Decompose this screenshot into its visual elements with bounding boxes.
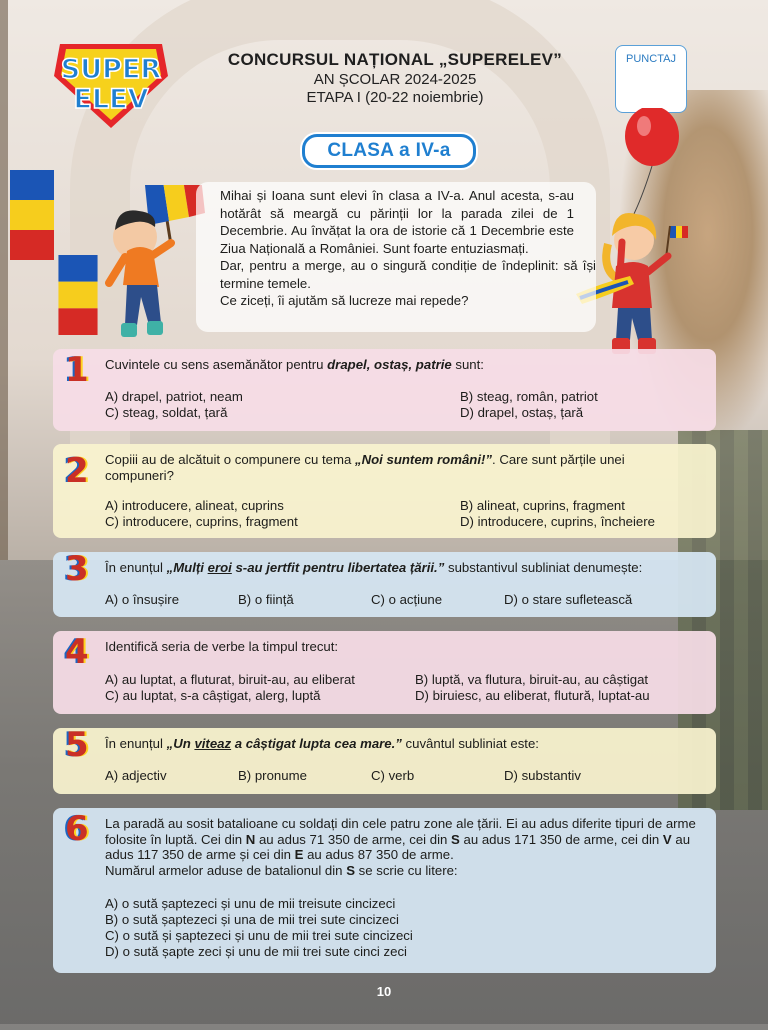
zone-n: N [245,831,256,847]
stem-emphasis: „Un [166,736,195,751]
underlined-word: viteaz [194,736,232,751]
question-number: 2 [65,451,89,491]
answer-option-b[interactable]: B) steag, român, patriot [460,389,598,404]
answer-option-c[interactable]: C) au luptat, s-a câștigat, alerg, luptă [105,688,321,703]
stem-emphasis-end: a câștigat lupta cea mare.” [231,736,402,751]
romanian-flag-background [10,170,54,260]
question-stem [105,816,702,878]
stem-text: La paradă au sosit batalioane cu soldați din cele patru zone ale țării. Ei au adus diferite tipuri de arme folosite în luptă. Cei din [105,816,696,847]
answer-option-a[interactable]: A) o însușire [105,592,180,607]
stem-emphasis: „Noi suntem români!” [354,452,492,467]
stem-text: Copiii au de alcătuit o compunere cu tema [105,452,355,467]
question-number: 6 [65,809,89,849]
zone-e: E [294,847,304,862]
stem-text: au adus 87 350 de arme. [303,847,454,862]
question-number: 5 [65,725,89,765]
question-stem [105,452,696,483]
superelev-logo [52,40,170,130]
answer-option-c[interactable]: C) o acțiune [371,592,443,607]
answer-option-b[interactable]: B) pronume [238,768,307,783]
class-badge: CLASA a IV-a [302,134,476,168]
logo-text-elev: ELEV [73,84,149,115]
question-3 [53,549,716,617]
logo-text-super: SUPER [60,54,162,85]
question-stem [105,560,698,576]
stem-text-end: cuvântul subliniat este: [401,736,539,751]
answer-option-a[interactable]: A) introducere, alineat, cuprins [105,498,284,513]
header [190,50,600,106]
question-stem [105,357,698,373]
answer-option-d[interactable]: D) o stare sufletească [504,592,633,607]
answer-option-b[interactable]: B) o sută șaptezeci și una de mii trei sute cincizeci [105,912,399,927]
romanian-flag-background-2 [58,255,98,335]
page-number: 10 [376,984,392,999]
stem-emphasis: „Mulți [166,560,208,575]
answer-option-d[interactable]: D) drapel, ostaș, țară [460,405,584,420]
question-number: 1 [65,350,89,390]
zone-s-question: S [346,862,355,878]
answer-option-c[interactable]: C) steag, soldat, țară [105,405,228,420]
question-stem: Identifică seria de verbe la timpul trecut: [105,639,339,654]
stem-text: În enunțul [105,736,167,751]
zone-s: S [451,831,460,847]
answer-option-a[interactable]: A) drapel, patriot, neam [105,389,243,404]
contest-title: CONCURSUL NAȚIONAL „SUPERELEV” [227,50,563,69]
answer-option-c[interactable]: C) verb [371,768,415,783]
question-2 [53,444,716,538]
answer-option-d[interactable]: D) introducere, cuprins, încheiere [460,514,655,529]
question-number: 4 [65,632,89,672]
answer-option-a[interactable]: A) adjectiv [105,768,167,783]
stem-text: au adus 117 350 de arme și cei din [105,831,691,862]
stem-question-end: se scrie cu litere: [354,862,458,878]
stem-text: Cuvintele cu sens asemănător pentru [105,357,328,372]
intro-paragraph-2: Dar, pentru a merge, au o singură condiție de îndeplinit: să își termine temele. [220,258,596,291]
stem-text: au adus 71 350 de arme, cei din [255,831,452,847]
stem-text-end: sunt: [451,357,484,372]
answer-option-b[interactable]: B) alineat, cuprins, fragment [460,498,625,513]
intro-paragraph-1: Mihai și Ioana sunt elevi în clasa a IV-a. Anul acesta, s-au hotărât să meargă cu părinții lor la parada zilei de 1 Decembrie. Au învățat la ora de istorie că 1 Decembrie este Ziua Națională a României. Sunt foarte entuziasmați. [220,188,574,256]
flag-pole [0,0,8,560]
question-6 [53,808,716,973]
answer-option-a[interactable]: A) au luptat, a fluturat, biruit-au, au eliberat [105,672,355,687]
question-4 [53,631,716,714]
answer-option-c[interactable]: C) introducere, cuprins, fragment [105,514,298,529]
score-label: PUNCTAJ [626,53,676,65]
intro-story [196,182,596,332]
stem-emphasis: drapel, ostaș, patrie [327,357,452,372]
underlined-word: eroi [207,560,232,575]
answer-option-d[interactable]: D) o sută șapte zeci și unu de mii trei sute cinci zeci [105,944,407,959]
intro-paragraph-3: Ce ziceți, îi ajutăm să lucreze mai repede? [220,293,469,308]
stem-text: au adus 171 350 de arme, cei din [459,831,663,847]
stem-emphasis-end: s-au jertfit pentru libertatea țării.” [231,560,445,575]
zone-v: V [662,831,672,847]
question-5 [53,725,716,794]
answer-option-c[interactable]: C) o sută și șaptezeci și unu de mii trei sute cincizeci [105,928,413,943]
answer-option-b[interactable]: B) luptă, va flutura, biruit-au, au câștigat [415,672,649,687]
stem-text-end: . Care sunt părțile unei compuneri? [105,452,625,483]
answer-option-b[interactable]: B) o ființă [238,592,294,607]
question-1 [53,349,716,431]
answer-option-d[interactable]: D) substantiv [504,768,581,783]
question-stem [105,736,698,752]
answer-option-d[interactable]: D) biruiesc, au eliberat, flutură, luptat-au [415,688,650,703]
stem-question: Numărul armelor aduse de batalionul din [105,862,347,878]
question-number: 3 [65,549,89,589]
contest-stage: ETAPA I (20-22 noiembrie) [306,89,484,106]
score-box[interactable] [615,45,687,113]
stem-text: În enunțul [105,560,167,575]
answer-option-a[interactable]: A) o sută șaptezeci și unu de mii treisute cincizeci [105,896,396,911]
school-year: AN ȘCOLAR 2024-2025 [313,71,477,88]
stem-text-end: substantivul subliniat denumește: [444,560,643,575]
